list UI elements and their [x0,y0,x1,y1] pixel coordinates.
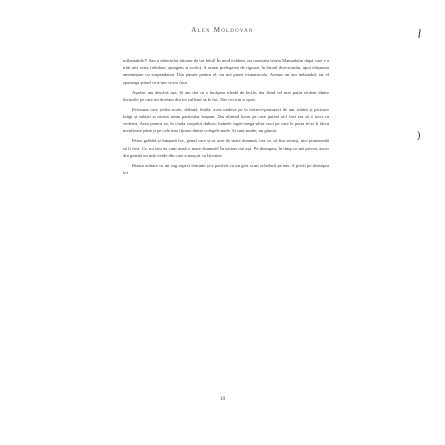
paragraph: Așadar, am deschis ușa. Și am dat cu o încăpere ideală de lecție, dar fiind cel mai puțin violent dintre lucrurile pe care mi doream din tot sufletul să le fac. Dar ceva m-a oprit. [123,89,329,102]
paragraph: Persoana care ședea acolo, slăbuță, înaltă, avea undeva pe la treizeci-patruzeci de ani, mâini și picioare lungi și subțiri și niciun semn particular frapant. Dar ultimul lucru pe care puteai să-l faci era să o treci cu vederea. Avea pentru ea, în ciuda corpului dubios, hainele super-mega-ultra-cool pe care le purta le-ar fi făcut invidioase până și pe cele mai fițoase dintre colegele mele. Și sunt multe, nu glumă. [123,106,329,134]
page-number: 10 [219,396,226,402]
body-text [123,57,329,176]
edge-bracket-mark: ) [417,130,421,141]
paragraph: inflamabile?! Sau a obiectelor tăioase de tot felul! În mod evident, nu cunoștea teoria Manualului după care s-a trăit aici viața (răbdare, ajungem și acolo). A urmat prelegerea de rigoare, în biroul directorului, apoi obișnuita amenințare cu suspendarea. Din păcate pentru el, nu mă putea exmatricula. Aveam un atu imbatabil, iar el spumega știind că n-are ce-mi face. [123,58,329,85]
paragraph: Părea grăbită și înțepată foc, genul care și-ar acre de mare doamnă, cea ce, să fim serioși, nici pomeneală să fi fost. Ce, nu știu eu cum arată o mare doamnă? În niciun caz așa. Pe deasupra, în timp ce mă privea, ascor din geantă un măr verde din care a mușcat cu lăcomie. [123,138,329,158]
running-header-author: Alex Moldovan [191,26,254,34]
paragraph: Bizara arătare cu un vag aspect feminin și-a potrivit cu un gest scurt ochelarii pe nas. A privit pe deasupra lor [123,162,329,176]
